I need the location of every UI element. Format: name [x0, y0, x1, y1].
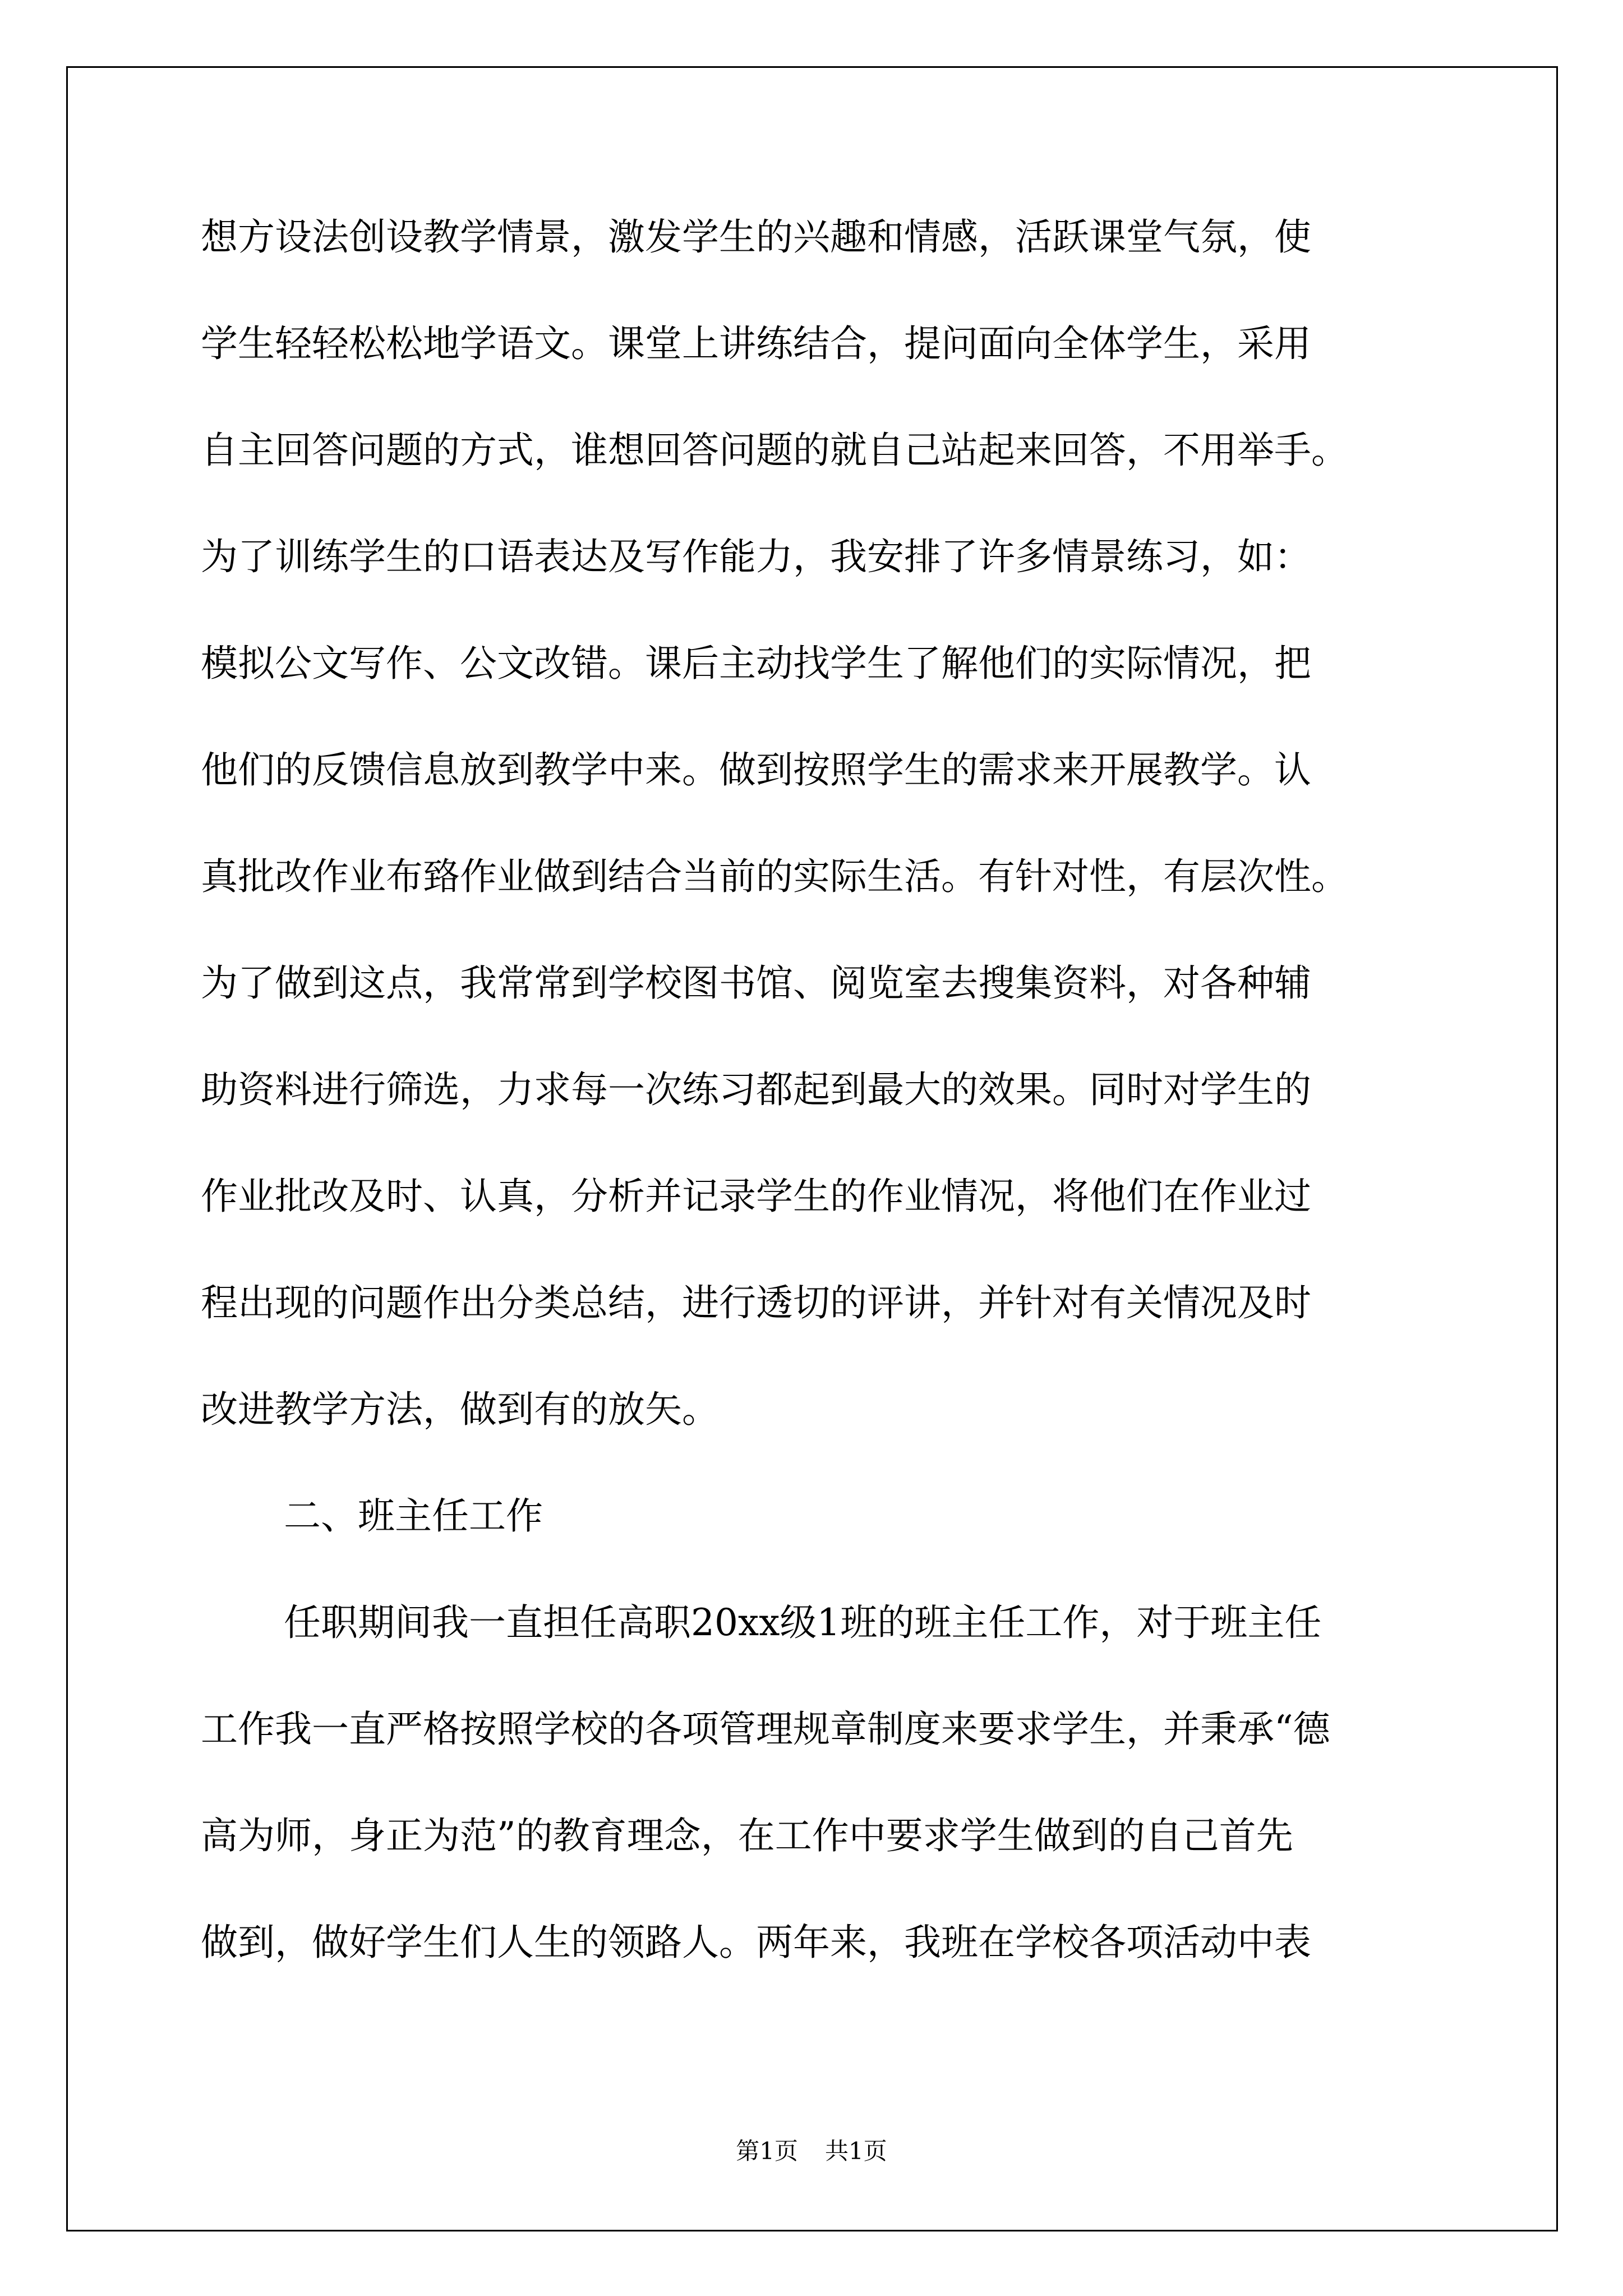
text-line: 真批改作业布臵作业做到结合当前的实际生活。有针对性，有层次性。 [201, 855, 1348, 898]
text-line: 为了做到这点，我常常到学校图书馆、阅览室去搜集资料，对各种辅 [201, 961, 1311, 1005]
text-line: 为了训练学生的口语表达及写作能力，我安排了许多情景练习，如： [201, 535, 1311, 578]
section-heading: 二、班主任工作 [284, 1494, 543, 1538]
text-line: 任职期间我一直担任高职20xx级1班的班主任工作，对于班主任 [284, 1601, 1322, 1644]
text-line: 他们的反馈信息放到教学中来。做到按照学生的需求来开展教学。认 [201, 748, 1311, 792]
page-number: 第1页 [736, 2137, 798, 2165]
text-line: 助资料进行筛选，力求每一次练习都起到最大的效果。同时对学生的 [201, 1068, 1311, 1111]
page-border [66, 66, 1558, 2231]
text-line: 工作我一直严格按照学校的各项管理规章制度来要求学生，并秉承“德 [201, 1708, 1330, 1751]
text-line: 模拟公文写作、公文改错。课后主动找学生了解他们的实际情况，把 [201, 642, 1311, 685]
text-line: 高为师，身正为范”的教育理念，在工作中要求学生做到的自己首先 [201, 1814, 1293, 1857]
text-line: 做到，做好学生们人生的领路人。两年来，我班在学校各项活动中表 [201, 1921, 1311, 1964]
text-line: 学生轻轻松松地学语文。课堂上讲练结合，提问面向全体学生，采用 [201, 322, 1311, 365]
text-line: 作业批改及时、认真，分析并记录学生的作业情况，将他们在作业过 [201, 1175, 1311, 1218]
text-line: 想方设法创设教学情景，激发学生的兴趣和情感，活跃课堂气氛，使 [201, 215, 1311, 259]
page-total: 共1页 [825, 2137, 887, 2165]
text-line: 自主回答问题的方式，谁想回答问题的就自己站起来回答，不用举手。 [201, 429, 1348, 472]
page-footer [0, 2133, 1623, 2166]
text-line: 程出现的问题作出分类总结，进行透切的评讲，并针对有关情况及时 [201, 1281, 1311, 1324]
text-line: 改进教学方法，做到有的放矢。 [201, 1388, 719, 1431]
